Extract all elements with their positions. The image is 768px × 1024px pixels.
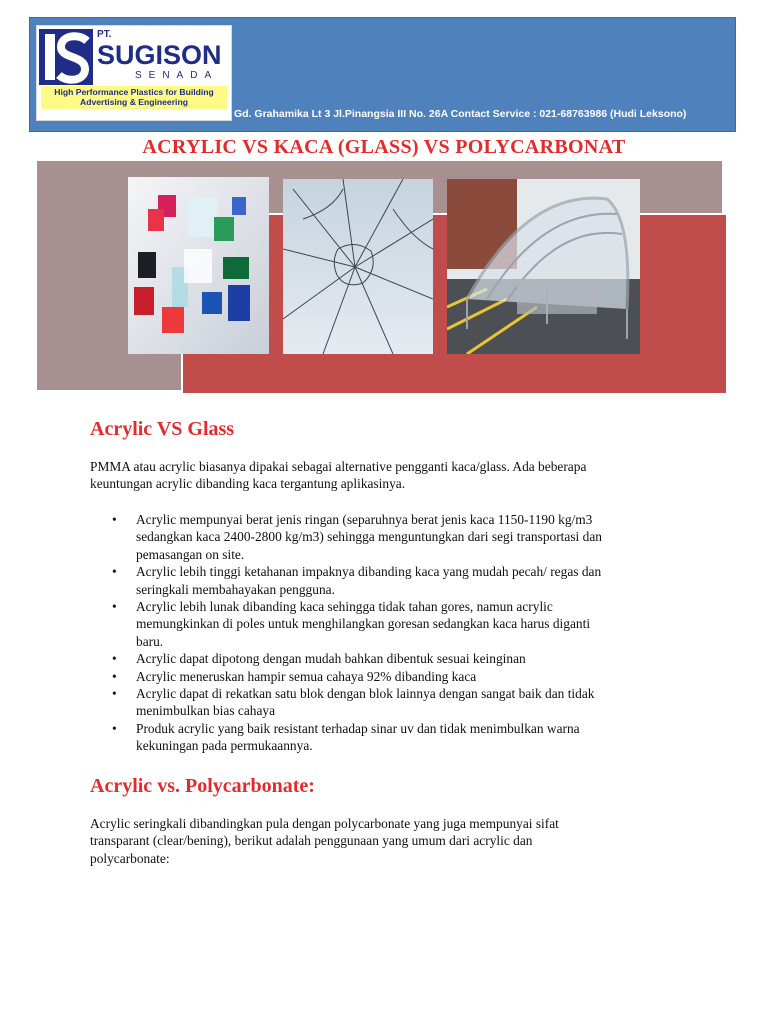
- logo-pt: PT.: [97, 29, 112, 40]
- colored-acrylic-blocks-photo: [128, 177, 269, 354]
- list-item-line: menimbulkan bias cahaya: [136, 703, 276, 719]
- section-heading-polycarbonate: Acrylic vs. Polycarbonate:: [90, 775, 315, 797]
- logo-mark-icon: [39, 29, 93, 85]
- list-item-line: • Acrylic lebih tinggi ketahanan impaknya dibanding kaca yang mudah pecah/ regas dan: [136, 564, 602, 580]
- logo-name: SUGISON: [97, 40, 222, 70]
- list-item-line: sedangkan kaca 2400-2800 kg/m3) sehingga menguntungkan dari segi transportasi dan: [136, 529, 602, 545]
- logo-tagline-line: High Performance Plastics for Building: [54, 87, 214, 97]
- list-item: [90, 563, 680, 598]
- polycarbonate-paragraph: [90, 815, 670, 867]
- list-item-line: • Acrylic lebih lunak dibanding kaca sehingga tidak tahan gores, namun acrylic: [136, 599, 553, 615]
- list-item-line: memungkinkan di poles untuk menghilangkan goresan sedangkan kaca harus diganti: [136, 616, 591, 632]
- intro-line: keuntungan acrylic dibanding kaca tergantung aplikasinya.: [90, 476, 406, 492]
- list-item-line: • Acrylic dapat di rekatkan satu blok dengan blok lainnya dengan sangat baik dan tidak: [136, 686, 595, 702]
- list-item-line: baru.: [136, 633, 164, 649]
- list-item: [90, 650, 680, 667]
- list-item: [90, 720, 680, 755]
- cracked-glass-photo: [283, 179, 433, 354]
- page-title: ACRYLIC VS KACA (GLASS) VS POLYCARBONAT: [142, 136, 626, 158]
- company-logo: [36, 25, 232, 121]
- list-item-line: • Produk acrylic yang baik resistant terhadap sinar uv dan tidak menimbulkan warna: [136, 720, 580, 736]
- poly-line: transparant (clear/bening), berikut adalah penggunaan yang umum dari acrylic dan: [90, 833, 533, 849]
- list-item: [90, 598, 680, 650]
- logo-tagline-line: Advertising & Engineering: [80, 97, 188, 107]
- list-item: [90, 511, 680, 563]
- list-item-line: pemasangan on site.: [136, 546, 245, 562]
- intro-line: PMMA atau acrylic biasanya dipakai sebagai alternative pengganti kaca/glass. Ada beberapa: [90, 459, 587, 474]
- list-item-line: • Acrylic mempunyai berat jenis ringan (separuhnya berat jenis kaca 1150-1190 kg/m3: [136, 512, 593, 527]
- list-item: [90, 685, 680, 720]
- list-item-line: kekuningan pada permukaannya.: [136, 738, 313, 754]
- list-item: [90, 668, 680, 685]
- list-item-line: • Acrylic dapat dipotong dengan mudah bahkan dibentuk sesuai keinginan: [136, 651, 526, 667]
- poly-line: polycarbonate:: [90, 850, 170, 866]
- logo-subtitle: SENADA: [135, 70, 219, 81]
- list-item-line: seringkali membahayakan pengguna.: [136, 581, 335, 597]
- intro-paragraph: [90, 458, 670, 493]
- advantages-list: [90, 511, 680, 755]
- list-item-line: • Acrylic meneruskan hampir semua cahaya 92% dibanding kaca: [136, 668, 477, 684]
- logo-tagline: [41, 86, 227, 109]
- poly-line: Acrylic seringkali dibandingkan pula dengan polycarbonate yang juga mempunyai sifat: [90, 816, 559, 831]
- polycarbonate-shelter-photo: [447, 179, 640, 354]
- contact-info: Gd. Grahamika Lt 3 Jl.Pinangsia III No. 26A Contact Service : 021-68763986 (Hudi Leksono): [234, 108, 687, 120]
- section-heading-glass: Acrylic VS Glass: [90, 418, 235, 440]
